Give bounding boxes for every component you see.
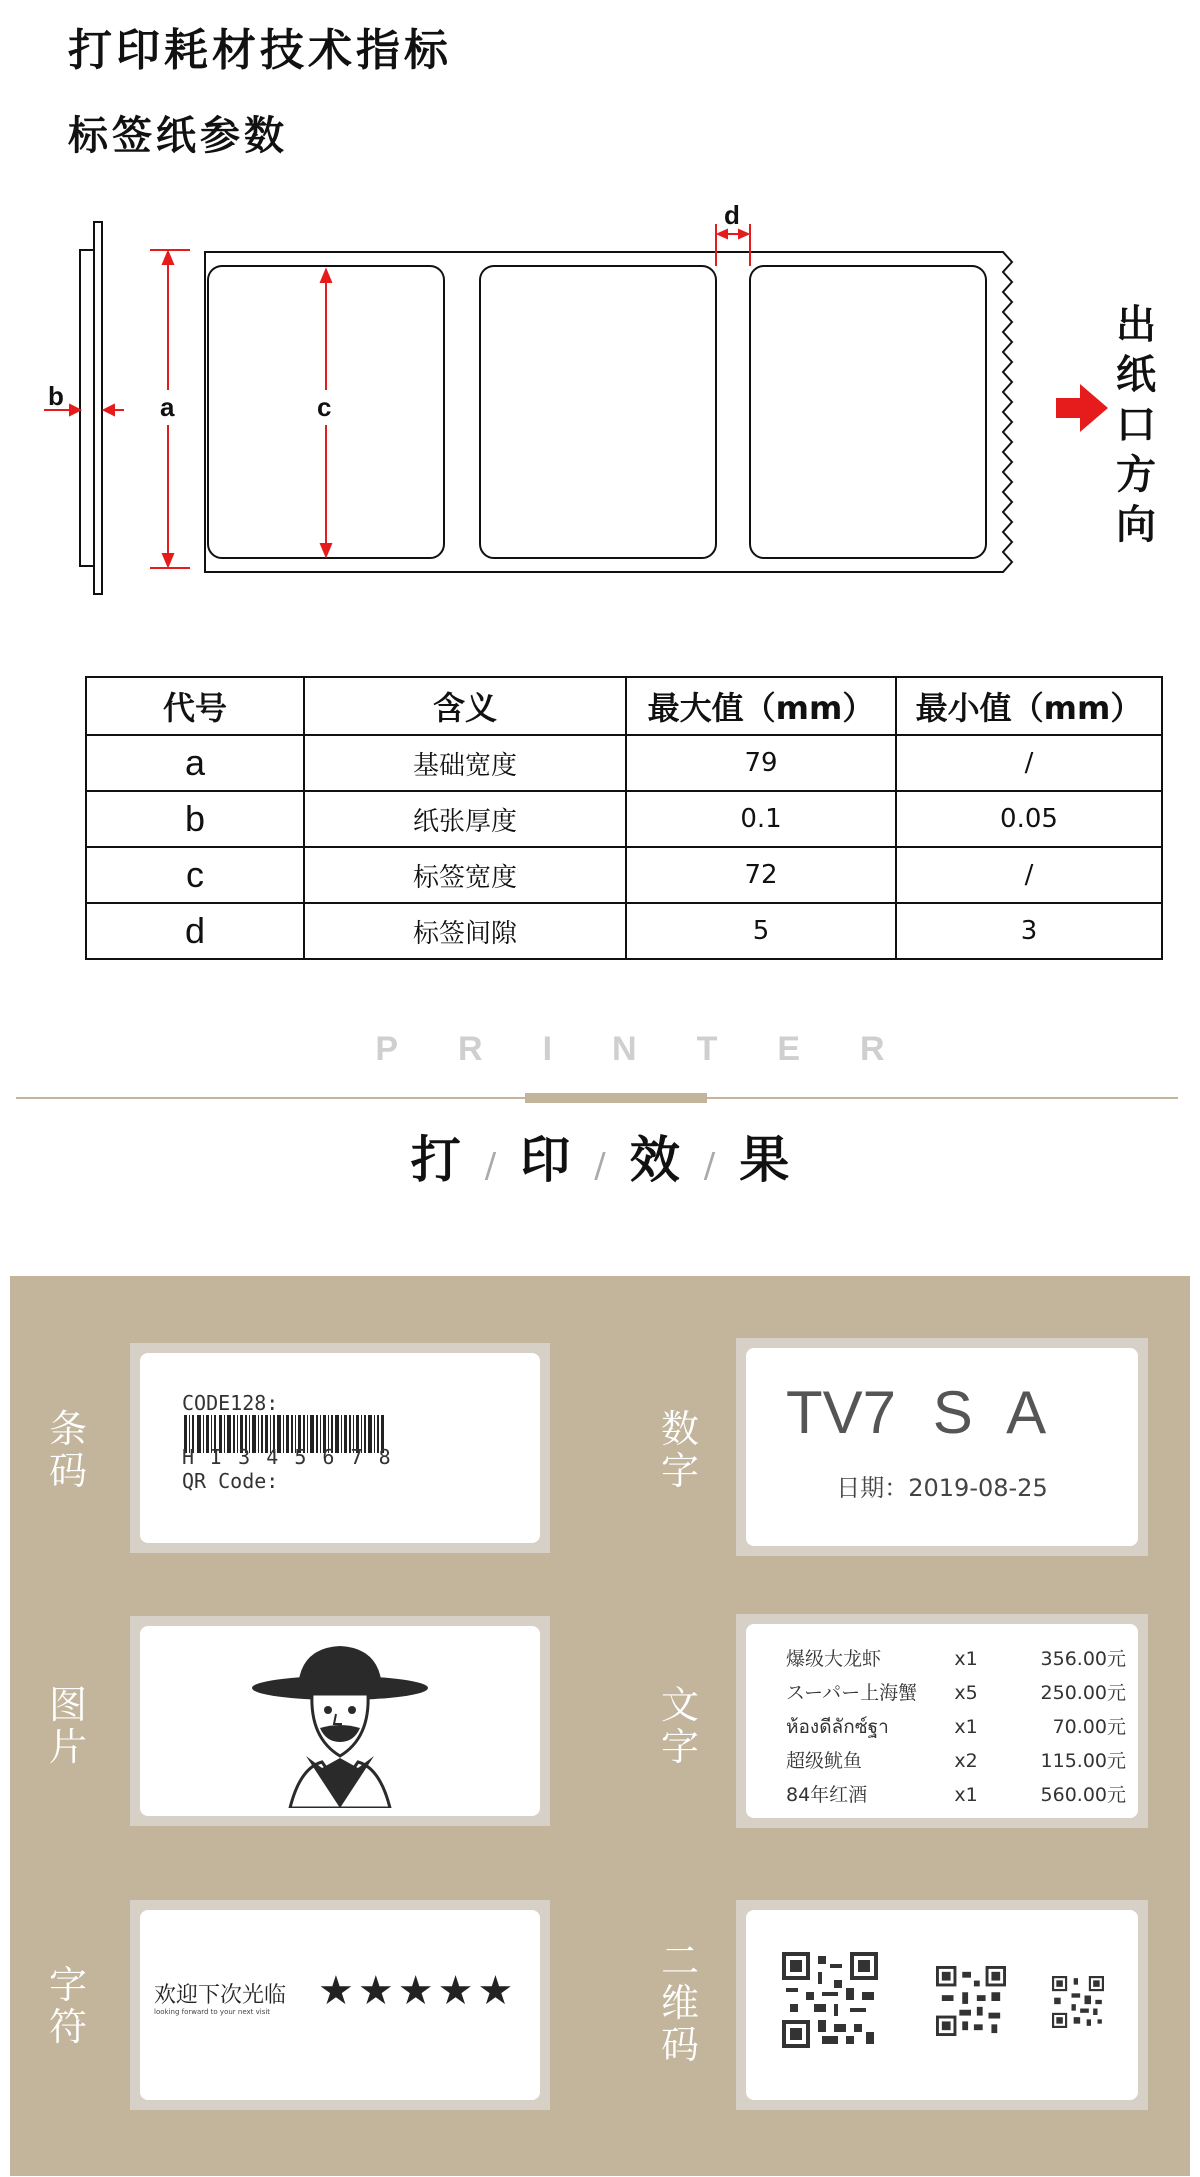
title-separator: / (594, 1146, 606, 1186)
item-qty: x1 (954, 1784, 978, 1806)
cell-code: c (86, 847, 304, 903)
print-effect-title (0, 1120, 1200, 1192)
item-qty: x2 (954, 1750, 978, 1772)
sample-label-qr: 二维码 (660, 1939, 699, 2067)
title-separator: / (484, 1146, 497, 1186)
table-row (86, 903, 1162, 959)
title-char: 果 (739, 1131, 790, 1189)
qr-sample-card (736, 1900, 1148, 2110)
side-view (80, 222, 102, 594)
exit-direction-label: 出纸口方向 (1116, 302, 1156, 548)
number-sample-text: TV7 S A (786, 1379, 1047, 1446)
divider-accent (525, 1093, 707, 1103)
sample-label-picture: 图片 (48, 1683, 87, 1769)
card-surface (746, 1910, 1138, 2100)
table-row (86, 847, 1162, 903)
title-char: 印 (520, 1131, 571, 1189)
item-price: 70.00元 (1052, 1716, 1126, 1738)
card-surface (140, 1353, 540, 1543)
table-header-row (86, 677, 1162, 735)
item-price: 115.00元 (1040, 1750, 1126, 1772)
item-qty: x5 (954, 1682, 978, 1704)
item-name: 超级鱿鱼 (786, 1750, 863, 1772)
item-name: ห้องดีลักซ์ฐา (786, 1716, 889, 1738)
exit-arrow (1056, 384, 1108, 432)
item-name: スーパー上海蟹 (786, 1682, 918, 1704)
receipt-list (786, 1642, 1126, 1812)
item-price: 250.00元 (1040, 1682, 1126, 1704)
receipt-row (786, 1642, 1126, 1676)
header-meaning: 含义 (304, 677, 626, 735)
cowboy-portrait-image (250, 1638, 430, 1808)
receipt-row (786, 1744, 1126, 1778)
table-row (86, 791, 1162, 847)
cell-max: 5 (626, 903, 896, 959)
item-price: 356.00元 (1040, 1648, 1126, 1670)
cell-code: b (86, 791, 304, 847)
cell-meaning: 基础宽度 (304, 735, 626, 791)
table-row (86, 735, 1162, 791)
page-title: 打印耗材技术指标 (68, 25, 452, 76)
cell-max: 0.1 (626, 791, 896, 847)
picture-sample-card (130, 1616, 550, 1826)
card-surface (140, 1910, 540, 2100)
cell-code: a (86, 735, 304, 791)
qr-code-small (1052, 1976, 1104, 2028)
printer-watermark: PRINTER (375, 1030, 945, 1068)
item-name: 84年红酒 (786, 1784, 868, 1806)
item-qty: x1 (954, 1648, 978, 1670)
cell-min: 0.05 (896, 791, 1162, 847)
barcode-line3: QR Code: (182, 1469, 279, 1493)
spec-table (85, 676, 1163, 960)
cell-max: 72 (626, 847, 896, 903)
cell-meaning: 标签间隙 (304, 903, 626, 959)
cell-min: / (896, 735, 1162, 791)
card-surface (746, 1624, 1138, 1818)
header-min: 最小值（mm） (896, 677, 1162, 735)
chars-sample-subtext: looking forward to your next visit (154, 2008, 271, 2016)
samples-panel (10, 1276, 1190, 2176)
header-max: 最大值（mm） (626, 677, 896, 735)
chars-sample-text: 欢迎下次光临 (154, 1983, 287, 2008)
card-surface (746, 1348, 1138, 1546)
card-surface (140, 1626, 540, 1816)
barcode-sample-card (130, 1343, 550, 1553)
sample-label-number: 数字 (660, 1407, 699, 1493)
chars-sample-card (130, 1900, 550, 2110)
section-subtitle: 标签纸参数 (68, 113, 288, 159)
item-qty: x1 (954, 1716, 978, 1738)
label-paper-diagram (0, 200, 1200, 620)
title-char: 打 (410, 1131, 461, 1189)
cell-meaning: 标签宽度 (304, 847, 626, 903)
cell-meaning: 纸张厚度 (304, 791, 626, 847)
receipt-row (786, 1710, 1126, 1744)
barcode-digits: H I 3 4 5 6 7 8 (182, 1445, 393, 1469)
label-d: d (724, 200, 740, 230)
receipt-row (786, 1676, 1126, 1710)
five-star-rating: ★★★★★ (318, 1968, 518, 2014)
receipt-row (786, 1778, 1126, 1812)
qr-code-large (782, 1952, 878, 2048)
text-sample-card (736, 1614, 1148, 1828)
label-b: b (48, 381, 64, 411)
item-price: 560.00元 (1040, 1784, 1126, 1806)
title-char: 效 (629, 1131, 680, 1189)
cell-code: d (86, 903, 304, 959)
sample-label-text: 文字 (660, 1683, 699, 1769)
cell-min: 3 (896, 903, 1162, 959)
number-sample-card (736, 1338, 1148, 1556)
sample-label-barcode: 条码 (48, 1407, 87, 1493)
cell-max: 79 (626, 735, 896, 791)
label-2 (480, 266, 716, 558)
sample-label-chars: 字符 (48, 1963, 87, 2049)
number-sample-date: 日期：2019-08-25 (836, 1474, 1048, 1502)
item-name: 爆级大龙虾 (786, 1648, 882, 1670)
label-c: c (317, 392, 332, 422)
header-code: 代号 (86, 677, 304, 735)
label-a: a (160, 392, 175, 422)
cell-min: / (896, 847, 1162, 903)
title-separator: / (703, 1146, 716, 1186)
barcode-line1: CODE128: (182, 1391, 279, 1415)
qr-code-medium (936, 1966, 1006, 2036)
label-3 (750, 266, 986, 558)
